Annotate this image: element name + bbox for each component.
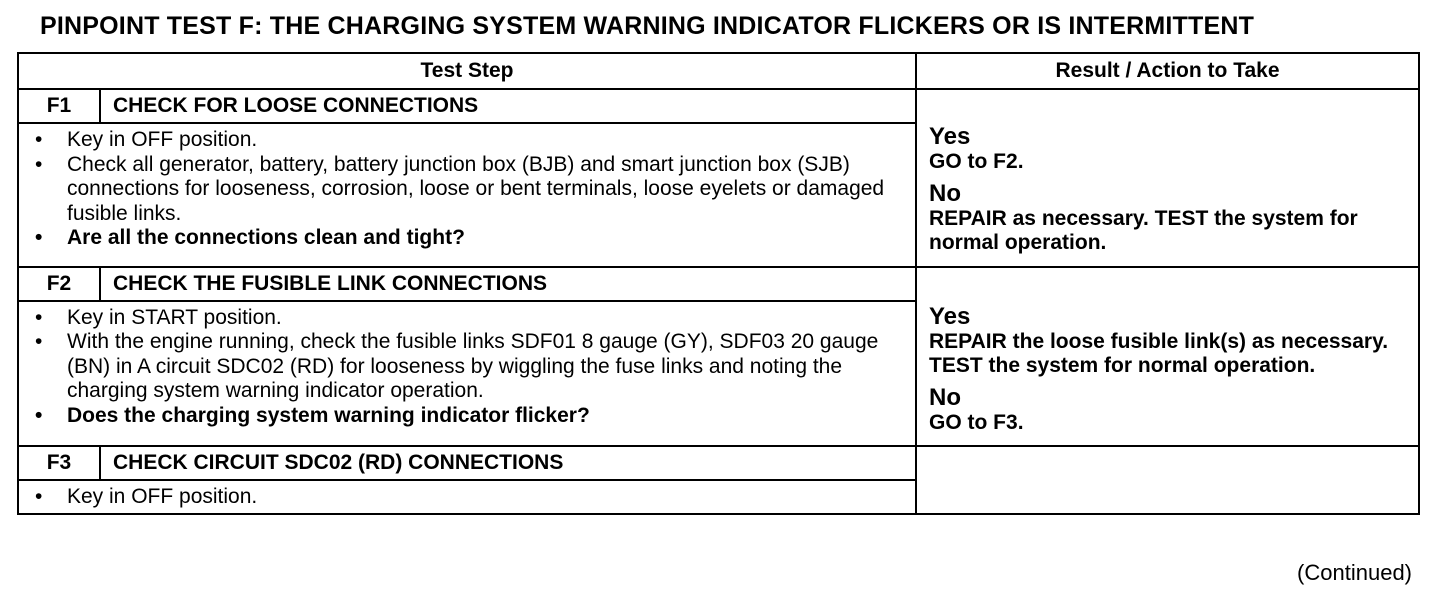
step-id-f2: F2 <box>18 267 100 301</box>
page-title: PINPOINT TEST F: THE CHARGING SYSTEM WARNING INDICATOR FLICKERS OR IS INTERMITTENT <box>40 12 1255 40</box>
yes-text-f1: GO to F2. <box>929 150 1024 173</box>
continued-note: (Continued) <box>1297 560 1412 585</box>
step-title-f2: CHECK THE FUSIBLE LINK CONNECTIONS <box>100 267 916 301</box>
table-header-row <box>18 53 1419 89</box>
step-body-f2 <box>18 301 916 447</box>
result-cell-f2 <box>916 267 1419 447</box>
test-step-header: Test Step <box>18 53 916 89</box>
question-f2: • Does the charging system warning indicator flicker? <box>19 404 915 429</box>
bullet-list-f2 <box>19 306 915 429</box>
bullet-item: • Key in START position. <box>19 306 915 331</box>
step-title-f1: CHECK FOR LOOSE CONNECTIONS <box>100 89 916 123</box>
step-id-f3: F3 <box>18 446 100 480</box>
no-label-f2: No <box>929 383 961 411</box>
yes-text-f2: REPAIR the loose fusible link(s) as necessary. TEST the system for normal operation. <box>929 329 1389 377</box>
bullet-list-f3 <box>19 485 915 510</box>
step-id-f1: F1 <box>18 89 100 123</box>
bullet-item: • Check all generator, battery, battery junction box (BJB) and smart junction box (SJB) connections for looseness, corrosion, loose or bent terminals, loose eyelets or damaged fusible links. <box>19 153 915 227</box>
step-header-row-f2 <box>18 267 1419 301</box>
question-f1: • Are all the connections clean and tight? <box>19 226 915 251</box>
step-title-f3: CHECK CIRCUIT SDC02 (RD) CONNECTIONS <box>100 446 916 480</box>
pinpoint-test-table <box>17 52 1420 515</box>
bullet-item: • Key in OFF position. <box>19 128 915 153</box>
step-header-row-f1 <box>18 89 1419 123</box>
result-cell-f1 <box>916 89 1419 267</box>
no-label-f1: No <box>929 179 961 207</box>
step-header-row-f3 <box>18 446 1419 480</box>
no-text-f1: REPAIR as necessary. TEST the system for normal operation. <box>929 206 1358 254</box>
step-body-f1 <box>18 123 916 267</box>
result-header: Result / Action to Take <box>916 53 1419 89</box>
goto-f3-link[interactable]: F3 <box>993 410 1018 434</box>
step-body-f3 <box>18 480 916 514</box>
bullet-item: • With the engine running, check the fusible links SDF01 8 gauge (GY), SDF03 20 gauge (BN) in A circuit SDC02 (RD) for looseness by wiggling the fuse links and noting the charging system warning indicator operation. <box>19 330 915 404</box>
bullet-list-f1 <box>19 128 915 251</box>
goto-f2-link[interactable]: F2 <box>993 150 1018 173</box>
bullet-item: • Key in OFF position. <box>19 485 915 510</box>
yes-label-f2: Yes <box>929 302 971 330</box>
no-text-f2: GO to F3. <box>929 410 1024 434</box>
yes-label-f1: Yes <box>929 123 971 150</box>
result-cell-f3 <box>916 446 1419 514</box>
